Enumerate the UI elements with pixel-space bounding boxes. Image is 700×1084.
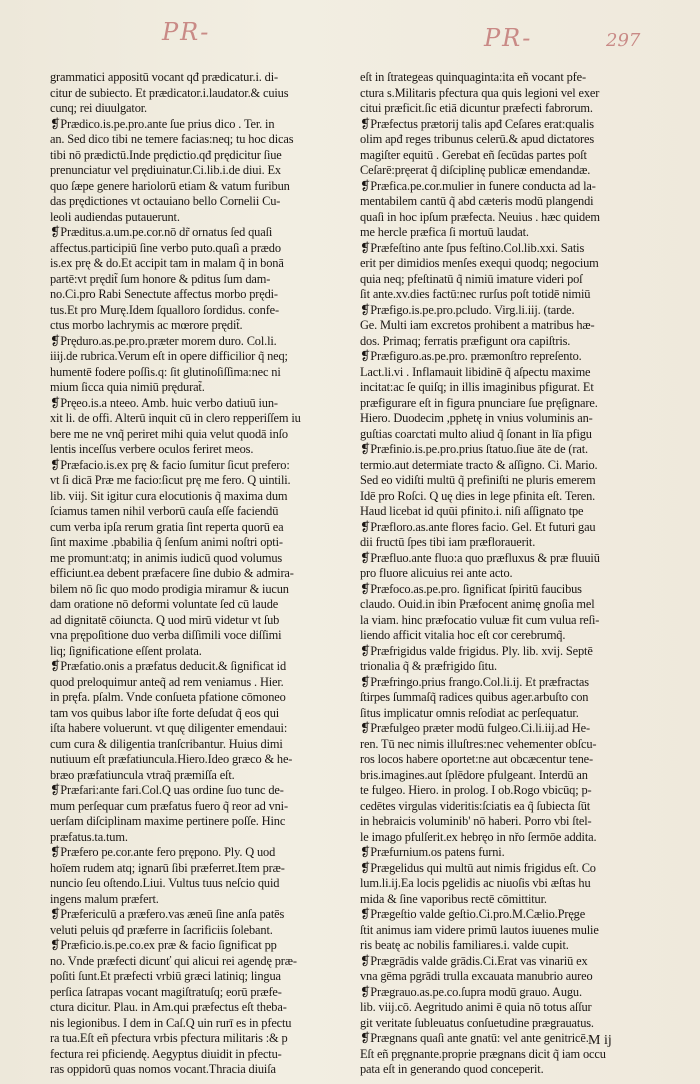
text-line: ſint maxime .pbabilia q̃ ſenſum animi noſtri opti- (50, 535, 283, 549)
text-line: ❡Præfero pe.cor.ante fero prępono. Ply. Q uod (50, 845, 276, 859)
text-line: incitat:ac ſe quiſq; in illis imaginibus pfigurat. Et (360, 380, 594, 394)
text-line: ❡Præficio.is.pe.co.ex præ & facio ſignificat pp (50, 938, 277, 952)
text-line: dos. Primaq; ferratis præfigunt ora capiſtris. (360, 333, 571, 348)
text-line: nis legionibus. I dem in Caſ.Q uin rurī es in pfectu (50, 1015, 292, 1030)
text-line: no.Ci.pro Rabi Senectute affectus morbo prędi- (50, 287, 278, 301)
text-line: quia neq; pfeſtinatū q̃ nimiū imature videri poſ (360, 271, 583, 286)
pencil-annotation-left: PR- (162, 18, 211, 46)
text-line: ctura s.Militaris pfectura qua quis legioni vel exer (360, 85, 600, 100)
text-line: ſitus implicatur omnis reſodiat ac perſequatur. (360, 705, 579, 720)
text-line: magiſter equitū . Gerebat eñ ſecūdas partes poſt (360, 147, 587, 162)
text-line: te fulgeo. Hiero. in prolog. I ob.Rogo vbicūq; p- (360, 783, 592, 797)
text-line: ❡Præfloro.as.ante flores facio. Gel. Et futuri gau (360, 519, 596, 534)
text-line: la viam. hinc præfocatio vuluæ fit cum vulua reſi- (360, 612, 600, 627)
text-line: ❡Præfeſtino ante ſpus feſtino.Col.lib.xxi. Satis (360, 240, 585, 255)
text-line: trionalia q̃ & præfrigido ſitu. (360, 659, 497, 673)
text-line: cedētes virgulas videritis:ſciatis ea q̃ ſubiecta ſūt (360, 798, 591, 813)
text-line: olim apđ reges tribunus celerū.& apud dictatores (360, 132, 595, 146)
text-line: nuncio ſeu oſtendo.Liui. Vultus tuus neſcio quid (50, 876, 280, 890)
text-line: ros locos habere oportet:ne aut obcæcentur tene- (360, 752, 593, 766)
text-line: humentē fodere poſſis.q: ſit glutinoſiſſima:nec ni (50, 364, 281, 379)
text-line: Hiero. Duodecim ,pphetę in vnius voluminis an- (360, 411, 593, 425)
text-line: mum perſequar cum præfatus fuero q̃ reor ad vni- (50, 798, 288, 813)
text-line: Lact.li.vi . Inflamauit libidinē q̃ aſpectu maxime (360, 364, 591, 379)
text-line: ras oppidorū quas nomos vocant.Thracia diuiſa (50, 1062, 276, 1076)
text-line: ſciamus tamen nihil verborū cauſa eſſe faciendū (50, 504, 279, 518)
text-line: ❡Præfericulū a præfero.vas æneū ſine anſa patēs (50, 907, 285, 921)
text-line: ❡Prædico.is.pe.pro.ante ſue prius dico . Ter. in (50, 116, 275, 131)
text-line: git veritate ſubleuatus conſuetudine prægrauatus. (360, 1015, 594, 1030)
text-line: vna gēma pgrādi trulla excauata manubrio aureo (360, 969, 593, 983)
text-line: bere me ne vnq̃ periret mihi quia velut quodā inſo (50, 426, 288, 441)
text-line: præfigurare eſt in figura pnunciare ſue pręſignare. (360, 395, 598, 410)
text-line: cunq; rei diuulgator. (50, 101, 147, 115)
text-line: ctus morbo lachrymis ac mœrore prędit̃. (50, 318, 243, 332)
text-line: vna prępoſitione duo verba diſſimili voce diſſimi (50, 628, 282, 642)
text-line: ❡Pręeo.is.a nteeo. Amb. huic verbo datiuū iun- (50, 395, 278, 410)
text-line: lum.li.ij.Ea locis pgelidis ac niuoſis vbi æſtas hu (360, 876, 591, 890)
text-line: xit li. de offi. Alterū inquit cū in clero repperiſſem iu (50, 411, 301, 425)
text-line: efficiunt.ea debent præfacere ſine dubio & admira- (50, 566, 294, 580)
text-line: eſt in ſtrategeas quinquaginta:ita eñ vocant pfe- (360, 70, 586, 84)
text-line: iſta habere voluerunt. vt quę diligenter emendaui: (50, 721, 288, 735)
text-line: liendo afficit vitalia hoc eſt cor cerebrumq̃. (360, 628, 566, 642)
text-line: ❡Prędurо.as.pe.pro.præter morem duro. Col.li. (50, 333, 277, 348)
folio-number: 297 (606, 30, 641, 51)
text-line: leoli audiendas putauerunt. (50, 209, 180, 224)
text-line: nutiuum eſt præfatiuncula.Hiero.Ideo græco & he- (50, 752, 293, 766)
text-line: an. Sed dico tibi ne temere facias:neq; tu hoc dicas (50, 132, 294, 146)
text-line: termio.aut determiate tracto & aſſigno. Ci. Mario. (360, 457, 598, 472)
text-line: in hebraicis voluminib' nō haberi. Porro vbi ſtel- (360, 814, 592, 828)
text-line: perſica ſatrapas vocant magiſtratuſq; eorū præfe- (50, 984, 282, 999)
text-line: citur de subiecto. Et prædicator.i.laudator.& cuius (50, 85, 289, 100)
text-line: mentabilem cantū q̃ abd cæteris modū plangendi (360, 194, 594, 208)
text-line: dii fructū ſpes tibi iam præflorauerit. (360, 535, 536, 549)
text-line: pro fluore alicuius rei ante acto. (360, 566, 513, 580)
text-line: Sed eo vidiſti multū q̃ prefiniſti ne pluris emerem (360, 473, 596, 487)
text-line: Haud licebat id quūi pfinito.i. niſi aſſignato tpe (360, 504, 584, 518)
text-line: is.ex prę & do.Et accipit tam in malam q̃ in bonā (50, 256, 284, 270)
text-line: quo ſæpe genere hariolorū etiam & vatum furibun (50, 178, 290, 193)
signature-mark: M ij (588, 1033, 612, 1048)
text-line: ctura dicitur. Plau. in Am.qui præfectus eſt theba- (50, 1000, 287, 1014)
text-line: ❡Præfectus prætorij talis apđ Ceſares erat:qualis (360, 116, 594, 131)
text-line: partē:vt prędit̃ ſum honore & pditus ſum dam- (50, 271, 271, 286)
text-line: ❡Præfurnium.os patens furni. (360, 845, 505, 859)
text-line: ❡Præfiguro.as.pe.pro. præmonſtro repreſento. (360, 349, 582, 363)
text-line: ris beatę ac nobilis familiares.i. valde cupit. (360, 938, 569, 952)
text-line: ❡Præfacio.is.ex prę & facio ſumitur ſicut prefero: (50, 457, 290, 472)
text-line: ❡Præfulgeo præter modū fulgeo.Ci.li.iij.ad He- (360, 721, 590, 735)
text-line: hoīem rudem atq; ignarū ſibi præferret.Item præ- (50, 860, 285, 875)
text-line: ❡Præfoco.as.pe.pro. ſignificat ſpiritū faucibus (360, 581, 582, 596)
text-line: lentis inceſſus verbere oculos feriret meos. (50, 442, 254, 456)
text-line: ❡Prægelidus qui multū aut nimis frigidus eſt. Co (360, 860, 596, 875)
text-line: pata eſt in generando quod conceperit. (360, 1062, 544, 1076)
text-line: ra tua.Eſt eñ pfectura vrbis pfectura militaris :& p (50, 1031, 288, 1045)
text-line: tibi nō prædictū.Inde prędictio.qđ prędicitur ſiue (50, 147, 282, 162)
text-line: affectus.participiū ſine verbo puto.quaſi a prædo (50, 240, 281, 255)
text-line: lib. viij. Sit igitur cura elocutionis q̃ maxima dum (50, 488, 288, 503)
text-line: vt ſi dicā Præ me facio:ſicut prę me fero. Q uintili. (50, 473, 291, 487)
text-line: veluti peluis qđ præferre in ſacrificiis ſolebant. (50, 922, 273, 937)
text-line: guſtias coarctati multo aliud q̃ ſonant in līa pfigu (360, 426, 592, 441)
text-line: me hercle præfica ſi mortuū laudat. (360, 225, 529, 239)
text-line: ❡Præfrigidus valde frigidus. Ply. lib. xvij. Septē (360, 643, 593, 658)
text-line: ſit ante.xv.dies factū:nec rurſus poſt totidē nimiū (360, 287, 591, 301)
text-line: dam oratione nō deformi voluntate ſed cū laude (50, 597, 279, 611)
text-line: ❡Prægeſtio valde geſtio.Ci.pro.M.Cælio.Pręge (360, 907, 586, 921)
text-line: ren. Tū nec nimis illuſtres:nec vehementer obſcu- (360, 736, 597, 751)
text-line: ❡Præditus.a.um.pe.cor.nō dr̃ ornatus ſed quaſi (50, 225, 273, 239)
text-line: Ge. Multi iam excretos prohibent a matribus hæ- (360, 318, 595, 332)
text-line: mida & ſine vaporibus rectē cōmittitur. (360, 891, 547, 906)
text-line: bræo præfatiuncula vtraq̃ præmiſſa eſt. (50, 767, 235, 782)
text-line: lib. viij.cō. Aegritudo animi ē quia nō totus aſſur (360, 1000, 592, 1014)
text-line: iiij.de rubrica.Verum eſt in opere difficilior q̃ neq; (50, 349, 288, 363)
text-line: tus.Et pro Murę.Idem ſqualloro ſordidus. confe- (50, 302, 280, 317)
text-line: cum verba ipſa rerum gratia ſint reperta quorū ea (50, 519, 284, 534)
text-line: fectura rei pficiendę. Aegyptus diuidit in pfectu- (50, 1046, 282, 1061)
text-line: grammatici appositū vocant qđ prædicatur.i. di- (50, 70, 278, 84)
text-line: in pręfa. pſalm. Vnde conſueta pfatione cōmoneo (50, 690, 286, 704)
text-line: ❡Prægrauo.as.pe.co.ſupra modū grauo. Augu. (360, 984, 582, 999)
text-line: le imago pfulſerit.ex hebręo in nřo ſermōe addita. (360, 829, 597, 844)
text-line: erit per dimidios menſes exequi quodq; negocium (360, 256, 599, 270)
text-line: das prędictiones vt octauiano bello Cornelii Cu- (50, 194, 281, 208)
text-line: præfatus.ta.tum. (50, 829, 128, 844)
text-line: ſtirpes ſummaſq̃ radices quibus ager.arbuſto con (360, 690, 589, 704)
text-line: prenunciatur vel prędiuinatur.Ci.lib.i.de diui. Ex (50, 163, 281, 177)
text-line: ❡Prægrādis valde grādis.Ci.Erat vas vinariū ex (360, 953, 588, 968)
text-line: ❡Prægnans quaſi ante gnatū: vel ante genitricē. (360, 1031, 589, 1045)
right-column (360, 70, 658, 1078)
text-line: ❡Præfringo.prius frango.Col.li.ij. Et præfractas (360, 674, 589, 689)
text-line: ❡Præfluo.ante fluo:a quo præfluxus & præ fluuiū (360, 550, 600, 565)
text-line: ❡Præfinio.is.pe.pro.prius ſtatuo.ſiue āte de (rat. (360, 442, 588, 456)
text-line: ❡Præfica.pe.cor.mulier in funere conducta ad la- (360, 178, 596, 193)
text-line: me promunt:atq; in animis iudicū quod volumus (50, 550, 283, 565)
text-line: no. Vnde præfecti dicunť qui alicui rei agendę præ- (50, 953, 297, 968)
text-line: ❡Præfigo.is.pe.pro.pcludo. Virg.li.iij. (tarde. (360, 302, 575, 317)
left-column (50, 70, 348, 1078)
text-line: quod preloquimur anteq̃ ad rem veniamus . Hier. (50, 674, 284, 689)
text-line: ❡Præfatio.onis a præfatus deducit.& ſignificat id (50, 659, 287, 673)
text-line: ingens malum præfert. (50, 891, 159, 906)
text-line: Eſt eñ pręgnante.proprie prægnans dicit q̃ iam occu (360, 1046, 606, 1061)
text-line: mium ſicca quia nimiū prędurat̃. (50, 380, 205, 394)
text-line: ad dignitatē cōiuncta. Q uod mirū videtur vt ſub (50, 612, 280, 627)
text-line: ❡Præfari:ante fari.Col.Q uas ordine ſuo tunc de- (50, 783, 284, 797)
text-line: ſtit animus iam videre primū lautos iuuenes mulie (360, 922, 599, 937)
text-line: uerſam diſciplinam maxime pertinere poſſe. Hinc (50, 814, 286, 828)
text-line: bris.imagines.aut ſplēdore pfulgeant. Interdū an (360, 767, 588, 782)
text-line: cum cura & diligentia tranſcribantur. Huius dimi (50, 736, 283, 751)
text-line: poſiti ſunt.Et præfecti vrbiū græci latiniq; lingua (50, 969, 281, 983)
text-line: citui præficit.ſic etiā dicuntur præfecti fabrorum. (360, 101, 593, 115)
text-line: claudo. Ouid.in ibin Præfocent animę gnoſia mel (360, 597, 595, 611)
text-line: tam vos quibus labor iſte forte deſudat q̃ eos qui (50, 705, 280, 720)
text-line: liq; ſignificatione eſſent prolata. (50, 643, 202, 658)
text-line: quaſi in hoc ipſum præfecta. Neuius . hæc quidem (360, 209, 600, 224)
text-line: bilem nō ſic quo modo prodigia miramur & iucun (50, 581, 289, 596)
text-line: Ceſarē:pręerat q̃ diſciplinę publicæ emendandæ. (360, 163, 591, 177)
pencil-annotation-right: PR- (484, 24, 533, 52)
text-line: Idē pro Roſci. Q uę dies in lege pfinita eſt. Teren. (360, 488, 596, 503)
